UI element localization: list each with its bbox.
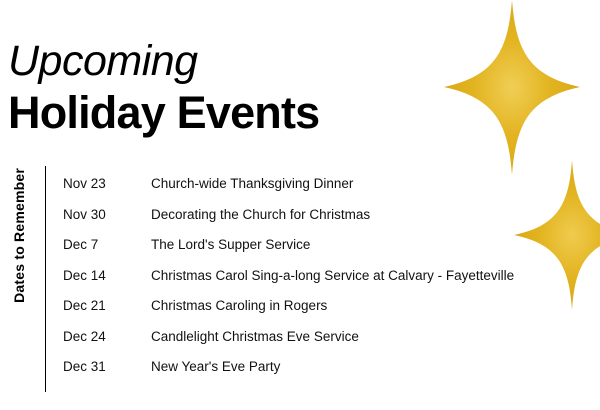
vertical-divider xyxy=(45,166,46,392)
list-item xyxy=(63,176,588,202)
event-title: Christmas Carol Sing-a-long Service at Calvary - Fayetteville xyxy=(151,267,515,283)
list-item xyxy=(63,268,588,294)
event-date: Dec 31 xyxy=(63,359,106,374)
events-list xyxy=(63,176,588,390)
headline-bold: Holiday Events xyxy=(8,87,320,138)
event-title: Church-wide Thanksgiving Dinner xyxy=(151,176,354,191)
event-title: Decorating the Church for Christmas xyxy=(151,206,371,222)
list-item xyxy=(63,207,588,233)
event-date: Dec 21 xyxy=(63,298,106,313)
event-date: Dec 14 xyxy=(63,267,106,283)
page-title xyxy=(8,37,438,138)
event-title: Christmas Caroling in Rogers xyxy=(151,298,328,313)
event-date: Dec 24 xyxy=(63,328,106,344)
list-item xyxy=(63,359,588,385)
event-title: Candlelight Christmas Eve Service xyxy=(151,328,359,344)
side-label xyxy=(2,168,36,383)
side-label-text: Dates to Remember xyxy=(11,168,27,303)
event-date: Nov 30 xyxy=(63,206,106,222)
event-title: The Lord's Supper Service xyxy=(151,237,311,252)
list-item xyxy=(63,237,588,263)
list-item xyxy=(63,329,588,355)
headline-italic: Upcoming xyxy=(8,37,198,85)
list-item xyxy=(63,298,588,324)
event-title: New Year's Eve Party xyxy=(151,359,281,374)
sparkle-large-icon xyxy=(420,0,580,175)
event-date: Dec 7 xyxy=(63,237,99,252)
event-date: Nov 23 xyxy=(63,176,106,191)
